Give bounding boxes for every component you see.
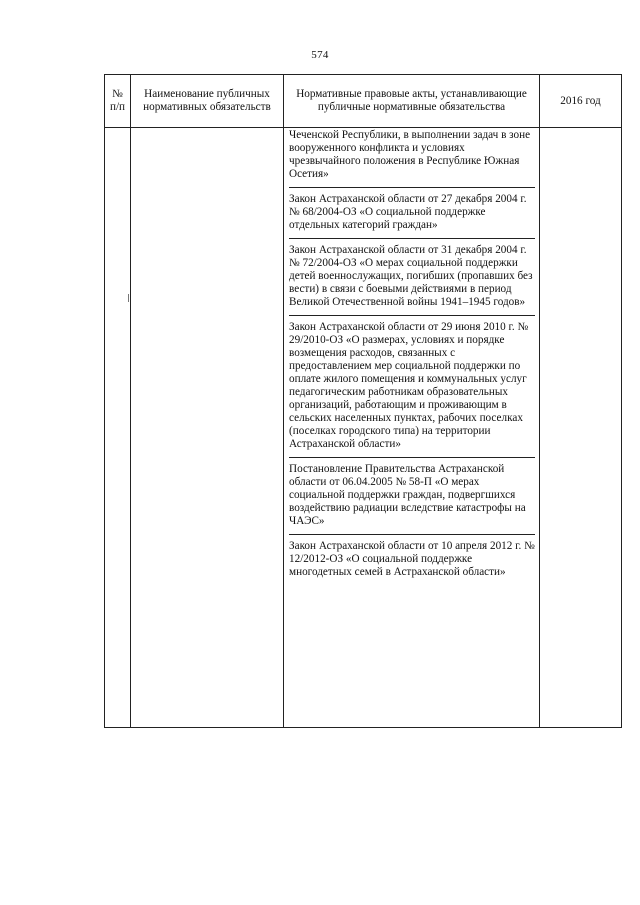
- cell-number: [105, 128, 131, 728]
- cell-year-2016: [540, 128, 622, 728]
- legal-act-item: Закон Астраханской области от 31 декабря 2004 г. № 72/2004-ОЗ «О мерах социальной поддержки детей военнослужащих, погибших (пропавших без вести) в связи с боевыми действиями в период Великой Отечественной войны 1941–1945 годов»: [289, 238, 535, 315]
- cell-obligation-name: [131, 128, 284, 728]
- legal-act-item: Закон Астраханской области от 10 апреля 2012 г. № 12/2012-ОЗ «О социальной поддержке многодетных семей в Астраханской области»: [289, 534, 535, 585]
- header-year-2016: 2016 год: [540, 75, 622, 128]
- table-row: [105, 128, 622, 728]
- header-number: № п/п: [105, 75, 131, 128]
- legal-act-item: Закон Астраханской области от 27 декабря 2004 г. № 68/2004-ОЗ «О социальной поддержке отдельных категорий граждан»: [289, 187, 535, 238]
- table-header-row: [105, 75, 622, 128]
- legal-act-item: Чеченской Республики, в выполнении задач в зоне вооруженного конфликта и условиях чрезвычайного положения в Республике Южная Осетия»: [289, 129, 531, 180]
- legal-act-item: Постановление Правительства Астраханской области от 06.04.2005 № 58-П «О мерах социальной поддержки граждан, подвергшихся воздействию радиации вследствие катастрофы на ЧАЭС»: [289, 457, 535, 534]
- obligations-table: [104, 74, 622, 728]
- legal-act-item: Закон Астраханской области от 29 июня 2010 г. № 29/2010-ОЗ «О размерах, условиях и порядке возмещения расходов, связанных с предоставлением мер социальной поддержки по оплате жилого помещения и коммунальных услуг педагогическим работникам образовательных организаций, работающим и проживающим в сельских населенных пунктах, рабочих поселках (поселках городского типа) на территории Астраханской области»: [289, 315, 535, 457]
- header-obligation-name: Наименование публичных нормативных обязательств: [131, 75, 284, 128]
- header-legal-acts: Нормативные правовые акты, устанавливающие публичные нормативные обязательства: [284, 75, 540, 128]
- page-number: 574: [311, 49, 329, 61]
- cell-legal-acts: [284, 128, 540, 728]
